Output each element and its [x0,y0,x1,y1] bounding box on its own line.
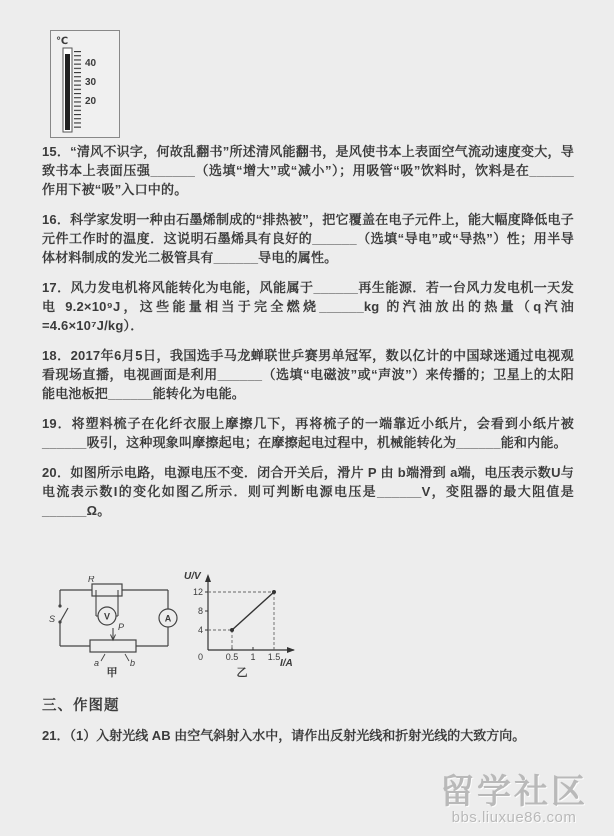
question-16: 16．科学家发明一种由石墨烯制成的“排热被”，把它覆盖在电子元件上，能大幅度降低电子元件工作时的温度．这说明石墨烯具有良好的______（选填“导电”或“导热”）性；用半导体材料制成的发光二极管具有______导电的属性。 [42,212,574,265]
terminal-a-label: a [94,658,100,668]
question-15: 15．“清风不识字，何故乱翻书”所述清风能翻书，是风使书本上表面空气流动速度变大，导致书本上表面压强______（选填“增大”或“减小”）；用吸管“吸”饮料时，饮料是在______作用下被“吸”入口中的。 [42,144,574,197]
circuit-diagram-figure [48,576,188,678]
data-point-high [272,590,276,594]
y-tick-4: 4 [197,625,203,635]
x-tick-15: 1.5 [267,652,281,662]
thermometer-tick-20: 20 [85,96,97,107]
y-tick-8: 8 [197,606,203,616]
question-21: 21．（1）入射光线 AB 由空气斜射入水中，请作出反射光线和折射光线的大致方向。 [42,728,526,743]
x-tick-05: 0.5 [225,652,239,662]
uv-current-graph-figure [182,564,307,678]
thermometer-figure [50,30,122,140]
question-19: 19．将塑料梳子在化纤衣服上摩擦几下，再将梳子的一端靠近小纸片，会看到小纸片被______吸引，这种现象叫摩擦起电；在摩擦起电过程中，机械能转化为______能和内能。 [42,416,574,450]
terminal-a-pointer [101,654,105,661]
watermark [440,772,588,827]
y-tick-12: 12 [192,587,203,597]
switch-label: S [49,614,56,624]
data-point-low [230,628,234,632]
question-list [42,142,574,531]
thermometer-unit-label: ℃ [56,36,69,47]
ammeter-label: A [164,613,172,624]
rheostat-symbol [90,640,136,652]
x-tick-1: 1 [250,652,256,662]
question-17: 17．风力发电机将风能转化为电能，风能属于______再生能源．若一台风力发电机一天发电 9.2×10⁹J，这些能量相当于完全燃烧______kg 的汽油放出的热量（q汽油=4.6×10⁷J/kg）． [42,280,574,333]
thermometer-tick-30: 30 [85,77,97,88]
graph-caption: 乙 [236,667,248,678]
section-title: 三、作图题 [42,698,120,714]
x-axis-arrow [287,647,295,653]
resistor-label: R [88,576,95,584]
thermometer-mercury [65,54,70,130]
switch-contact [58,604,61,607]
circuit-caption: 甲 [106,667,118,678]
terminal-b-pointer [125,654,129,661]
question-20: 20．如图所示电路，电源电压不变．闭合开关后，滑片 P 由 b端滑到 a端，电压表示数U与电流表示数I的变化如图乙所示．则可判断电源电压是______V，变阻器的最大阻值是______Ω。 [42,465,574,518]
switch-contact [58,620,61,623]
watermark-name: 留学社区 [440,772,588,811]
y-axis-label: U/V [184,571,201,582]
data-line [232,592,274,630]
slider-label: P [118,622,125,632]
x-axis-label: I/A [280,658,293,669]
voltmeter-label: V [103,611,111,622]
y-axis-arrow [205,574,211,582]
question-18: 18．2017年6月5日，我国选手马龙蝉联世乒赛男单冠军，数以亿计的中国球迷通过电视观看现场直播，电视画面是利用______（选填“电磁波”或“声波”）来传播的；卫星上的太阳能电池板把______能转化为电能。 [42,348,574,401]
watermark-site: bbs.liuxue86.com [451,809,577,827]
origin-label: 0 [197,652,203,662]
terminal-b-label: b [130,658,136,668]
thermometer-tick-marks [74,50,81,128]
thermometer-tick-40: 40 [85,58,97,69]
